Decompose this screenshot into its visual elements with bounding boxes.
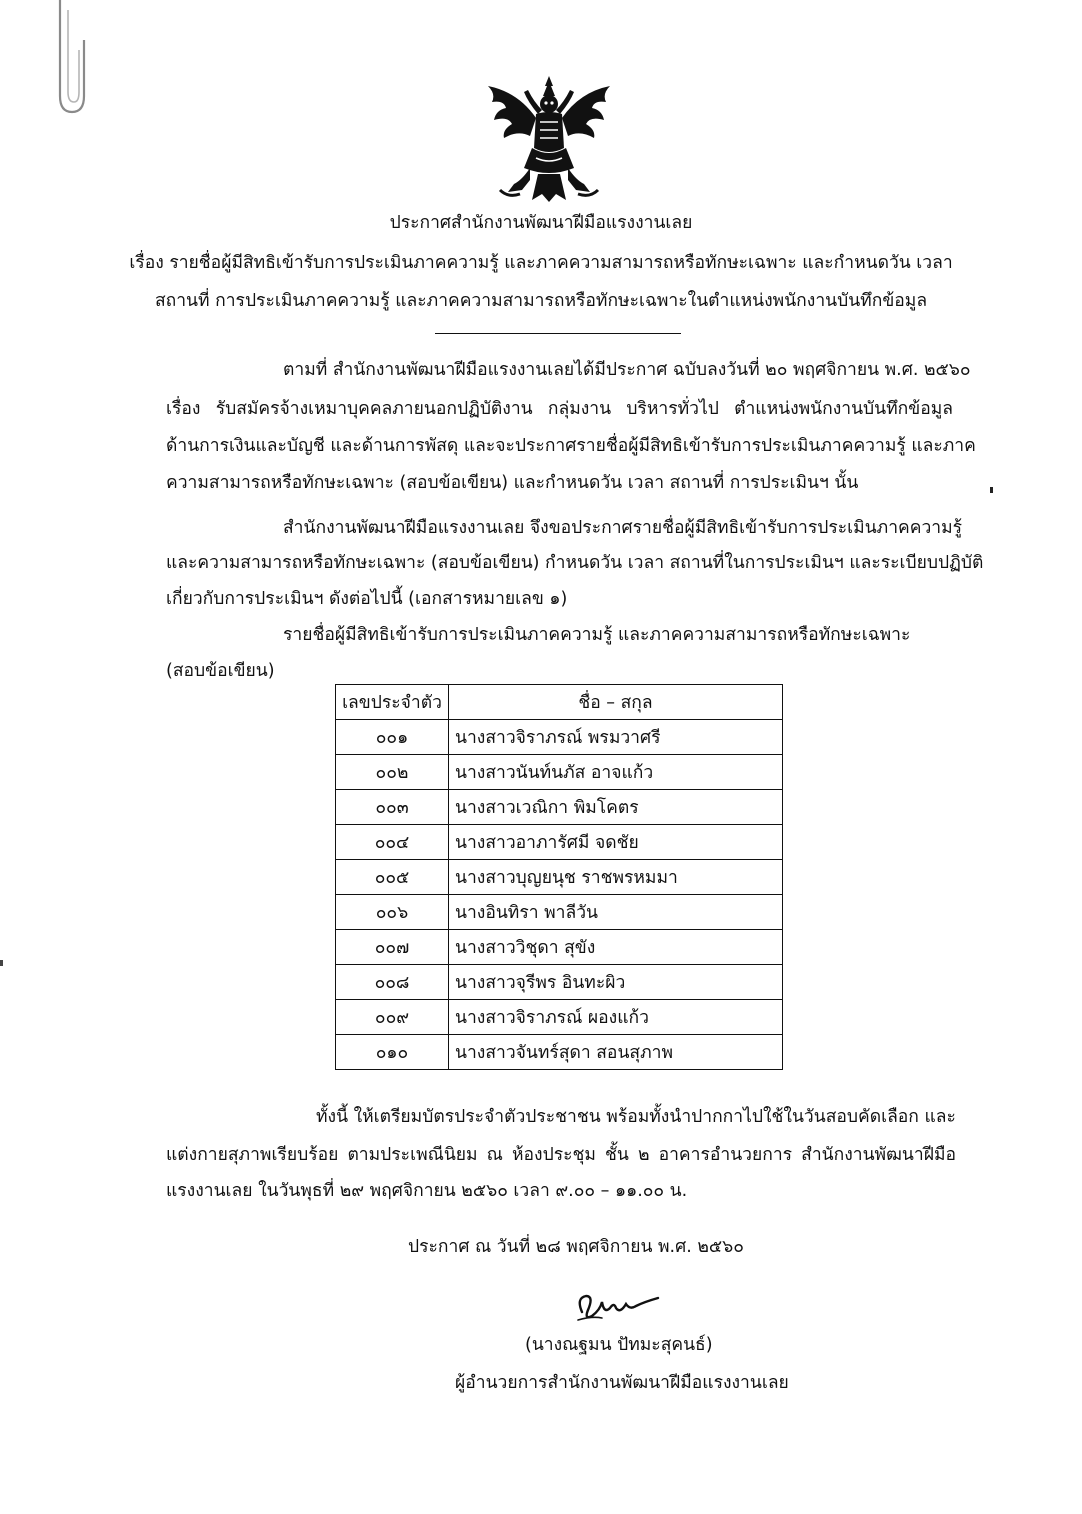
table-row — [336, 1000, 783, 1035]
candidate-id: ๐๐๕ — [336, 860, 449, 895]
table-header-row — [336, 685, 783, 720]
table-row — [336, 720, 783, 755]
candidate-name: นางสาวจิราภรณ์ พรมวาศรี — [449, 720, 783, 755]
subject-line-1: เรื่อง รายชื่อผู้มีสิทธิเข้ารับการประเมินภาคความรู้ และภาคความสามารถหรือทักษะเฉพาะ และกำหนดวัน เวลา — [129, 253, 953, 273]
column-header-id: เลขประจำตัว — [336, 685, 449, 720]
column-header-name: ชื่อ – สกุล — [449, 685, 783, 720]
paragraph-1-line-1: ตามที่ สำนักงานพัฒนาฝีมือแรงงานเลยได้มีประกาศ ฉบับลงวันที่ ๒๐ พฤศจิกายน พ.ศ. ๒๕๖๐ — [283, 360, 971, 380]
table-row — [336, 895, 783, 930]
candidate-id: ๐๐๑ — [336, 720, 449, 755]
candidate-name: นางสาวจุรีพร อินทะผิว — [449, 965, 783, 1000]
candidate-id: ๐๐๙ — [336, 1000, 449, 1035]
paragraph-2-line-1: สำนักงานพัฒนาฝีมือแรงงานเลย จึงขอประกาศรายชื่อผู้มีสิทธิเข้ารับการประเมินภาคความรู้ — [283, 518, 963, 538]
announcement-date: ประกาศ ณ วันที่ ๒๘ พฤศจิกายน พ.ศ. ๒๕๖๐ — [408, 1237, 744, 1257]
candidate-name: นางสาวนันท์นภัส อาจแก้ว — [449, 755, 783, 790]
table-row — [336, 930, 783, 965]
candidate-id: ๐๑๐ — [336, 1035, 449, 1070]
candidate-name: นางสาวอาภารัศมี จดชัย — [449, 825, 783, 860]
candidate-name: นางสาวบุญยนุช ราชพรหมมา — [449, 860, 783, 895]
candidate-id: ๐๐๓ — [336, 790, 449, 825]
signer-name: (นางณฐมน ปัทมะสุคนธ์) — [525, 1335, 713, 1355]
candidate-table — [335, 684, 783, 1070]
table-row — [336, 965, 783, 1000]
paragraph-1-line-3: ด้านการเงินและบัญชี และด้านการพัสดุ และจะประกาศรายชื่อผู้มีสิทธิเข้ารับการประเมินภาคความรู้ และภาค — [166, 436, 976, 456]
candidate-name: นางสาวจันทร์สุดา สอนสุภาพ — [449, 1035, 783, 1070]
table-row — [336, 860, 783, 895]
candidate-id: ๐๐๗ — [336, 930, 449, 965]
handwritten-signature-icon — [572, 1290, 664, 1324]
paragraph-4-line-2: แต่งกายสุภาพเรียบร้อย ตามประเพณีนิยม ณ ห้องประชุม ชั้น ๒ อาคารอำนวยการ สำนักงานพัฒนาฝีมือ — [166, 1145, 956, 1165]
candidate-id: ๐๐๘ — [336, 965, 449, 1000]
table-row — [336, 1035, 783, 1070]
paper-clip-icon — [48, 0, 88, 120]
title-divider — [435, 333, 681, 334]
table-row — [336, 825, 783, 860]
paragraph-1-line-4: ความสามารถหรือทักษะเฉพาะ (สอบข้อเขียน) และกำหนดวัน เวลา สถานที่ การประเมินฯ นั้น — [166, 473, 859, 493]
candidate-name: นางอินทิรา พาลีวัน — [449, 895, 783, 930]
candidate-id: ๐๐๖ — [336, 895, 449, 930]
paragraph-4-line-3: แรงงานเลย ในวันพุธที่ ๒๙ พฤศจิกายน ๒๕๖๐ เวลา ๙.๐๐ – ๑๑.๐๐ น. — [166, 1181, 688, 1201]
paragraph-3-line-2: (สอบข้อเขียน) — [166, 661, 275, 681]
paragraph-2-line-3: เกี่ยวกับการประเมินฯ ดังต่อไปนี้ (เอกสารหมายเลข ๑) — [166, 589, 568, 609]
garuda-emblem-icon — [478, 72, 620, 204]
candidate-id: ๐๐๔ — [336, 825, 449, 860]
table-row — [336, 755, 783, 790]
scan-speck — [0, 960, 3, 966]
candidate-id: ๐๐๒ — [336, 755, 449, 790]
table-row — [336, 790, 783, 825]
signer-position: ผู้อำนวยการสำนักงานพัฒนาฝีมือแรงงานเลย — [455, 1373, 789, 1393]
paragraph-3-line-1: รายชื่อผู้มีสิทธิเข้ารับการประเมินภาคความรู้ และภาคความสามารถหรือทักษะเฉพาะ — [283, 625, 911, 645]
paragraph-1-line-2: เรื่อง รับสมัครจ้างเหมาบุคคลภายนอกปฏิบัติงาน กลุ่มงาน บริหารทั่วไป ตำแหน่งพนักงานบันทึกข้อมูล — [166, 399, 953, 419]
paragraph-2-line-2: และความสามารถหรือทักษะเฉพาะ (สอบข้อเขียน) กำหนดวัน เวลา สถานที่ในการประเมินฯ และระเบียบปฏิบัติ — [166, 553, 984, 573]
candidate-name: นางสาวจิราภรณ์ ผองแก้ว — [449, 1000, 783, 1035]
scan-speck — [990, 487, 993, 493]
candidate-name: นางสาวเวณิกา พิมโคตร — [449, 790, 783, 825]
paragraph-4-line-1: ทั้งนี้ ให้เตรียมบัตรประจำตัวประชาชน พร้อมทั้งนำปากกาไปใช้ในวันสอบคัดเลือก และ — [316, 1107, 956, 1127]
subject-line-2: สถานที่ การประเมินภาคความรู้ และภาคความสามารถหรือทักษะเฉพาะในตำแหน่งพนักงานบันทึกข้อมูล — [154, 291, 928, 311]
announcement-title: ประกาศสำนักงานพัฒนาฝีมือแรงงานเลย — [389, 213, 693, 233]
candidate-name: นางสาววิชุดา สุขัง — [449, 930, 783, 965]
